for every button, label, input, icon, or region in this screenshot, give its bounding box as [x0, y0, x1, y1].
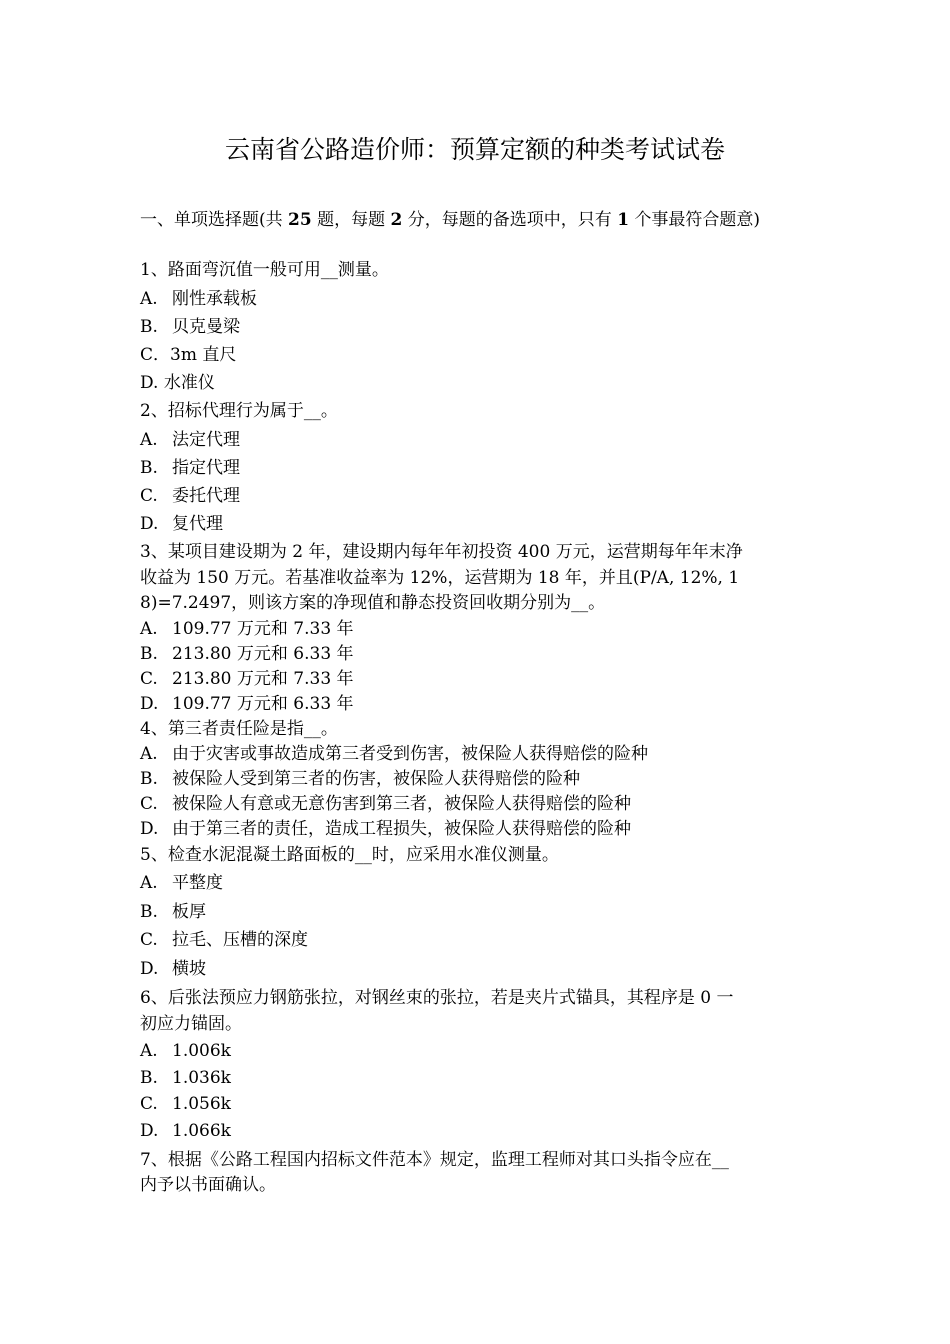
question-1-text: 1、路面弯沉值一般可用__测量。	[140, 260, 389, 280]
question-2-option-d: D. 复代理	[140, 514, 223, 534]
question-2-option-a: A. 法定代理	[140, 430, 240, 450]
question-3-option-d: D. 109.77 万元和 6.33 年	[140, 694, 354, 714]
question-3-text-line-2: 收益为 150 万元。若基准收益率为 12%，运营期为 18 年，并且(P/A, 12%, 1	[140, 568, 740, 588]
question-3-option-c: C. 213.80 万元和 7.33 年	[140, 669, 354, 689]
page-title: 云南省公路造价师：预算定额的种类考试试卷	[224, 135, 725, 164]
question-6-option-a: A. 1.006k	[140, 1041, 231, 1061]
question-7-text-line-2: 内予以书面确认。	[140, 1175, 276, 1195]
question-2-option-c: C. 委托代理	[140, 486, 240, 506]
question-6-option-c: C. 1.056k	[140, 1094, 231, 1114]
question-5-option-a: A. 平整度	[140, 873, 223, 893]
question-4-option-c: C. 被保险人有意或无意伤害到第三者，被保险人获得赔偿的险种	[140, 794, 631, 814]
question-6-text-line-1: 6、后张法预应力钢筋张拉，对钢丝束的张拉，若是夹片式锚具，其程序是 0 一	[140, 988, 734, 1008]
question-6-text-line-2: 初应力锚固。	[140, 1014, 242, 1034]
question-5-text: 5、检查水泥混凝土路面板的__时，应采用水准仪测量。	[140, 845, 559, 865]
question-6-option-d: D. 1.066k	[140, 1121, 231, 1141]
question-4-option-a: A. 由于灾害或事故造成第三者受到伤害，被保险人获得赔偿的险种	[140, 744, 648, 764]
question-3-option-b: B. 213.80 万元和 6.33 年	[140, 644, 354, 664]
question-4-text: 4、第三者责任险是指__。	[140, 719, 338, 739]
question-5-option-c: C. 拉毛、压槽的深度	[140, 930, 308, 950]
question-1-option-b: B. 贝克曼梁	[140, 317, 240, 337]
question-1-option-c: C．3m 直尺	[140, 345, 237, 365]
question-2-text: 2、招标代理行为属于__。	[140, 401, 338, 421]
question-3-option-a: A. 109.77 万元和 7.33 年	[140, 619, 354, 639]
question-4-option-d: D. 由于第三者的责任，造成工程损失，被保险人获得赔偿的险种	[140, 819, 631, 839]
question-5-option-d: D. 横坡	[140, 959, 206, 979]
question-6-option-b: B. 1.036k	[140, 1068, 231, 1088]
question-7-text-line-1: 7、根据《公路工程国内招标文件范本》规定，监理工程师对其口头指令应在__	[140, 1150, 729, 1170]
question-1-option-a: A. 刚性承载板	[140, 289, 257, 309]
question-4-option-b: B. 被保险人受到第三者的伤害，被保险人获得赔偿的险种	[140, 769, 580, 789]
question-5-option-b: B. 板厚	[140, 902, 206, 922]
section-heading: 一、单项选择题(共 25 题，每题 2 分，每题的备选项中，只有 1 个事最符合题意)	[140, 210, 761, 230]
question-3-text-line-3: 8)=7.2497，则该方案的净现值和静态投资回收期分别为__。	[140, 593, 606, 613]
question-1-option-d: D. 水准仪	[140, 373, 215, 393]
question-3-text-line-1: 3、某项目建设期为 2 年，建设期内每年年初投资 400 万元，运营期每年年末净	[140, 542, 743, 562]
question-2-option-b: B. 指定代理	[140, 458, 240, 478]
